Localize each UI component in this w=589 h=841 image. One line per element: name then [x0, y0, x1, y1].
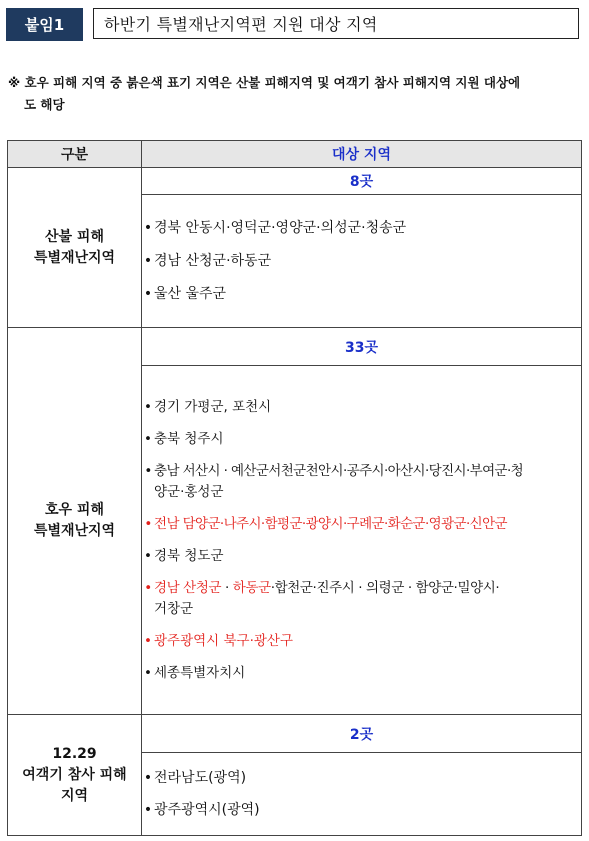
- category-cell: [8, 168, 142, 328]
- region-list: [142, 753, 582, 836]
- page-title: 하반기 특별재난지역편 지원 대상 지역: [93, 8, 579, 39]
- list-item: • 광주광역시(광역): [143, 801, 260, 818]
- attachment-badge: 붙임1: [6, 8, 83, 41]
- table-header-row: [8, 141, 582, 168]
- category-label: 산불 피해: [45, 228, 104, 245]
- table-row: [8, 328, 582, 366]
- list-item: • 경남 산청군 · 하동군·합천군·진주시 · 의령군 · 함양군·밀양시·: [144, 579, 500, 596]
- note: [8, 72, 583, 116]
- list-item: • 경북 안동시·영덕군·영양군·의성군·청송군: [143, 219, 407, 236]
- list-item: • 충남 서산시 · 예산군서천군천안시·공주시·아산시·당진시·부여군·청: [144, 462, 524, 479]
- table-row: [8, 715, 582, 753]
- category-label: 특별재난지역: [33, 249, 116, 266]
- category-label: 12.29: [52, 745, 97, 762]
- category-label: 여객기 참사 피해: [22, 766, 127, 783]
- target-region-table: [7, 140, 582, 836]
- page-header: [6, 8, 581, 41]
- list-item: • 경기 가평군, 포천시: [144, 398, 272, 415]
- column-header-category: 구분: [8, 141, 142, 168]
- region-list: [142, 195, 582, 328]
- list-item: • 충북 청주시: [144, 430, 224, 447]
- list-item: • 전남 담양군·나주시·함평군·광양시·구례군·화순군·영광군·신안군: [144, 515, 507, 532]
- category-cell: [8, 715, 142, 836]
- list-item: • 전라남도(광역): [143, 769, 247, 786]
- list-item: • 세종특별자치시: [144, 664, 246, 681]
- list-item: • 광주광역시 북구·광산구: [144, 632, 293, 649]
- table-row: [8, 168, 582, 195]
- category-label: 호우 피해: [45, 502, 104, 518]
- region-list: [142, 366, 582, 715]
- region-count: 8곳: [142, 168, 582, 195]
- list-item-continuation: 거창군: [154, 600, 194, 617]
- region-count: 2곳: [142, 715, 582, 753]
- list-item-continuation: 양군·홍성군: [154, 483, 224, 500]
- column-header-target: 대상 지역: [142, 141, 582, 168]
- list-item: • 경북 청도군: [144, 547, 224, 564]
- note-line-1: ※ 호우 피해 지역 중 붉은색 표기 지역은 산불 피해지역 및 여객기 참사 피해지역 지원 대상에: [8, 75, 521, 90]
- category-cell: [8, 328, 142, 715]
- list-item: • 경남 산청군·하동군: [143, 252, 272, 269]
- region-count: 33곳: [142, 328, 582, 366]
- list-item: • 울산 울주군: [143, 285, 227, 302]
- category-label: 지역: [60, 787, 89, 804]
- category-label: 특별재난지역: [33, 523, 116, 539]
- note-line-2: 도 해당: [24, 97, 65, 112]
